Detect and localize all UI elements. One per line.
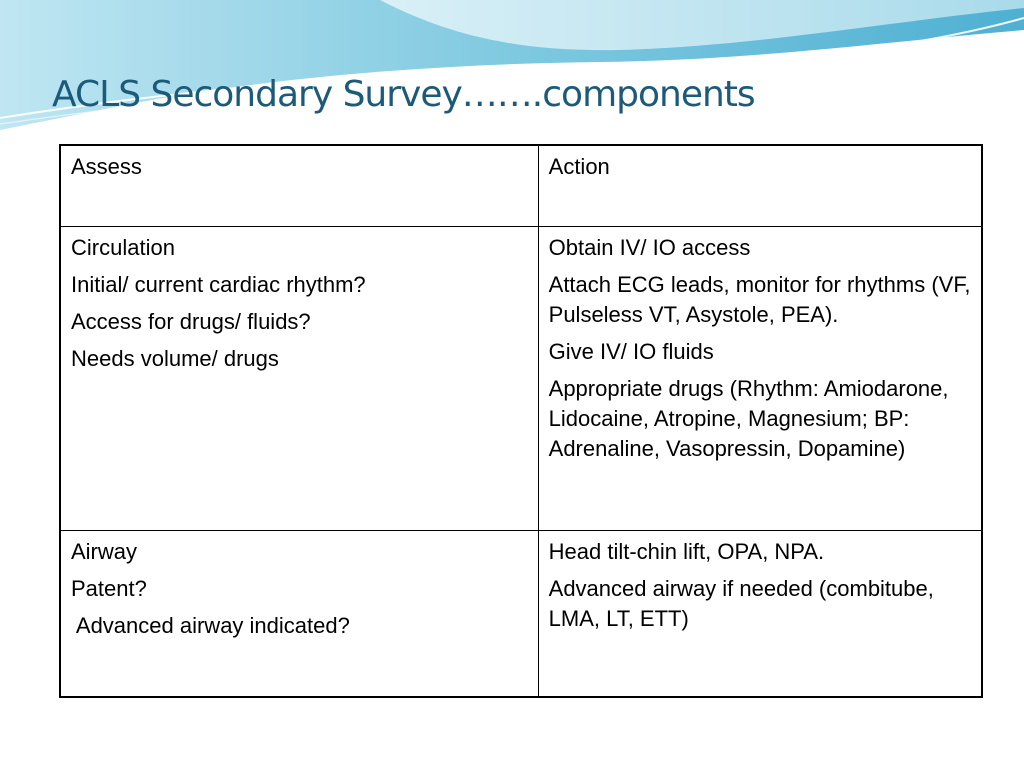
action-line: Obtain IV/ IO access bbox=[548, 235, 751, 260]
assess-line: Needs volume/ drugs bbox=[71, 346, 279, 371]
assess-line: Airway bbox=[71, 539, 138, 564]
assess-line: Access for drugs/ fluids? bbox=[71, 309, 311, 334]
header-action: Action bbox=[538, 145, 982, 227]
table-row bbox=[60, 227, 982, 531]
slide-title: ACLS Secondary Survey…….components bbox=[52, 74, 755, 115]
assess-cell bbox=[60, 227, 538, 531]
table-row bbox=[60, 531, 982, 698]
assess-cell bbox=[60, 531, 538, 698]
assess-line: Patent? bbox=[71, 576, 147, 601]
header-assess: Assess bbox=[60, 145, 538, 227]
assess-line: Initial/ current cardiac rhythm? bbox=[71, 272, 366, 297]
action-line: Advanced airway if needed (combitube, LMA, LT, ETT) bbox=[548, 576, 934, 631]
action-cell bbox=[538, 531, 982, 698]
action-line: Appropriate drugs (Rhythm: Amiodarone, Lidocaine, Atropine, Magnesium; BP: Adrenaline, Vasopressin, Dopamine) bbox=[548, 376, 949, 461]
action-cell bbox=[538, 227, 982, 531]
action-line: Give IV/ IO fluids bbox=[548, 339, 714, 364]
survey-table bbox=[59, 144, 983, 698]
table-header-row bbox=[60, 145, 982, 227]
action-line: Head tilt-chin lift, OPA, NPA. bbox=[548, 539, 825, 564]
action-line: Attach ECG leads, monitor for rhythms (VF, Pulseless VT, Asystole, PEA). bbox=[548, 272, 971, 327]
assess-line: Advanced airway indicated? bbox=[71, 613, 350, 638]
assess-line: Circulation bbox=[71, 235, 175, 260]
